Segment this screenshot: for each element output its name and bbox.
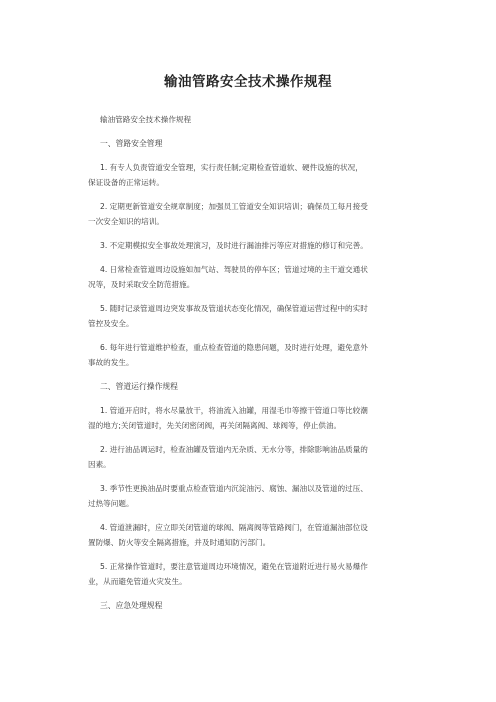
paragraph-line: 3. 不定期模拟安全事故处理演习，及时进行漏油排污等应对措施的修订和完善。: [100, 241, 368, 250]
section-emergency-handling: [88, 598, 410, 613]
paragraph: [88, 301, 410, 331]
paragraph: [88, 160, 410, 190]
section-heading: 三、应急处理规程: [100, 601, 163, 610]
document-title: 输油管路安全技术操作规程: [164, 74, 332, 90]
paragraph-line: 一次安全知识的培训。: [88, 217, 164, 226]
section-heading: 一、管路安全管理: [100, 139, 163, 148]
section-heading: 二、管道运行操作规程: [100, 382, 178, 391]
paragraph-line: 2. 进行油品调运时，检查油罐及管道内无杂质、无水分等，排除影响油品质量的: [100, 445, 368, 454]
paragraph: [88, 238, 410, 253]
paragraph: [88, 262, 410, 292]
paragraph-line: 2. 定期更新管道安全规章制度；加强员工管道安全知识培训；确保员工每月接受: [100, 202, 368, 211]
paragraph: [88, 559, 410, 589]
paragraph-line: 5. 随时记录管道周边突发事故及管道状态变化情况，确保管道运营过程中的实时: [100, 304, 368, 313]
paragraph-line: 6. 每年进行管道维护检查，重点检查管道的隐患问题，及时进行处理，避免意外: [100, 343, 368, 352]
paragraph: [88, 403, 410, 433]
paragraph-line: 事故的发生。: [88, 358, 134, 367]
paragraph-line: 4. 日常检查管道周边设施如加气站、驾驶员的停车区；管道过境的主干道交通状: [100, 265, 368, 274]
paragraph-line: 1. 管道开启时，将水尽量放干，将油流入油罐，用湿毛巾等擦干管道口等比较潮: [100, 406, 368, 415]
paragraph: [88, 481, 410, 511]
paragraph-line: 置防爆、防火等安全隔离措施，并及时通知防污部门。: [88, 538, 271, 547]
section-pipeline-operation: [88, 379, 410, 589]
document-subtitle: 输油管路安全技术操作规程: [100, 115, 192, 124]
paragraph-line: 1. 有专人负责管道安全管理，实行责任制;定期检查管道软、硬件设施的状况，: [100, 163, 363, 172]
paragraph-line: 保证设备的正常运转。: [88, 178, 164, 187]
paragraph: [88, 199, 410, 229]
section-pipeline-safety-management: [88, 136, 410, 370]
paragraph-line: 况等，及时采取安全防范措施。: [88, 280, 195, 289]
paragraph: [88, 520, 410, 550]
paragraph-line: 因素。: [88, 460, 111, 469]
paragraph-line: 5. 正常操作管道时，要注意管道周边环境情况，避免在管道附近进行易火易爆作: [100, 562, 368, 571]
paragraph-line: 3. 季节性更换油品时要重点检查管道内沉淀油污、腐蚀、漏油以及管道的过压、: [100, 484, 368, 493]
paragraph-line: 湿的地方;关闭管道时，先关闭密闭阀，再关闭隔离阀、球阀等，停止供油。: [88, 421, 342, 430]
paragraph-line: 业，从而避免管道火灾发生。: [88, 577, 187, 586]
paragraph: [88, 442, 410, 472]
paragraph: [88, 340, 410, 370]
document-body: [88, 112, 410, 613]
paragraph-line: 4. 管道泄漏时，应立即关闭管道的球阀、隔离阀等管路阀门，在管道漏油部位设: [100, 523, 368, 532]
paragraph-line: 管控及安全。: [88, 319, 134, 328]
paragraph-line: 过热等问题。: [88, 499, 134, 508]
